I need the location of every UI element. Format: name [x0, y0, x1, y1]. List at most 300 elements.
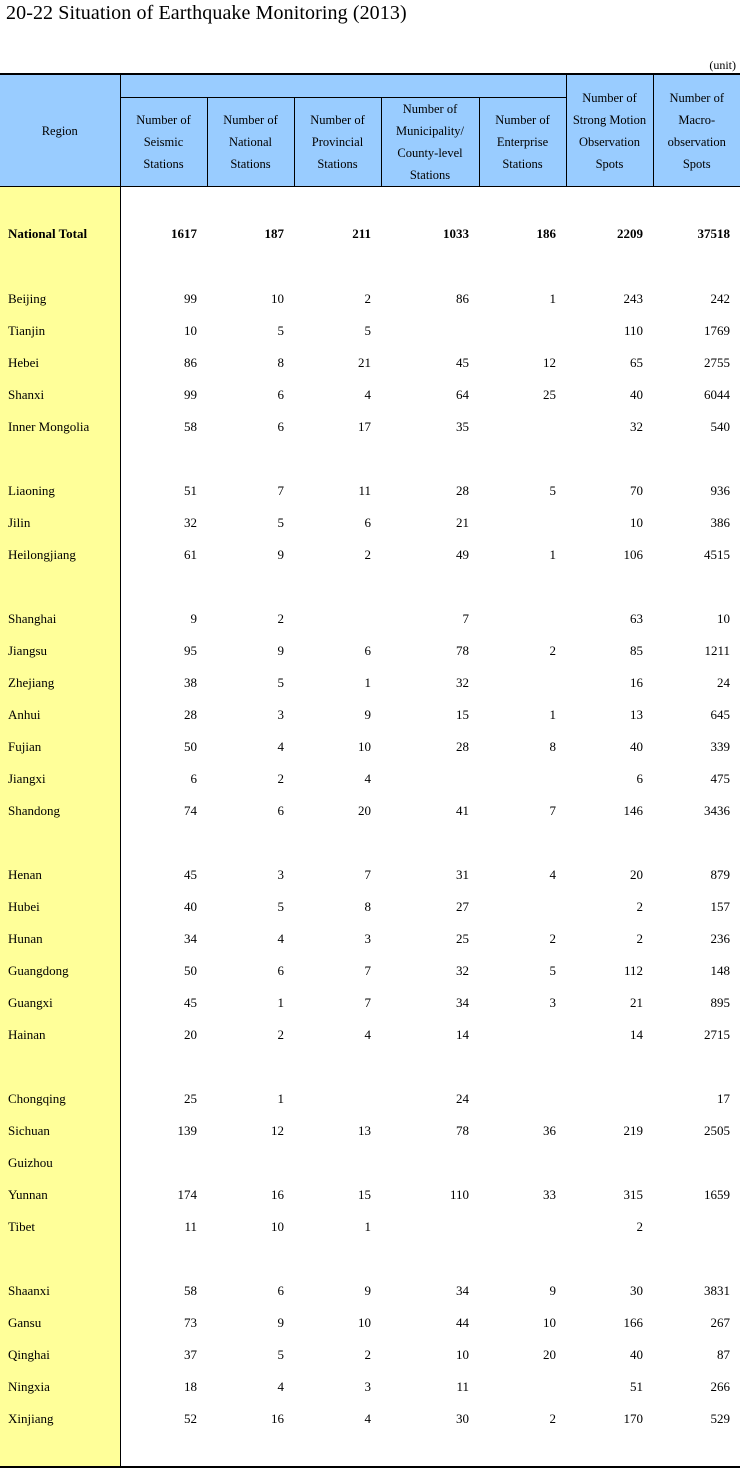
value-cell — [479, 1211, 566, 1243]
region-name: Heilongjiang — [0, 539, 120, 571]
value-cell: 1033 — [443, 226, 469, 241]
table-row — [0, 763, 740, 795]
value-cell — [479, 315, 566, 347]
value-cell: 3436 — [704, 803, 730, 818]
region-name: Ningxia — [0, 1371, 120, 1403]
table-body — [0, 187, 740, 1468]
value-cell — [479, 507, 566, 539]
value-cell: 52 — [184, 1411, 197, 1426]
value-cell: 2715 — [704, 1027, 730, 1042]
value-cell: 65 — [630, 355, 643, 370]
value-cell — [479, 1019, 566, 1051]
value-cell: 63 — [630, 611, 643, 626]
page-title: 20-22 Situation of Earthquake Monitoring (2013) — [6, 2, 407, 24]
value-cell: 44 — [456, 1315, 469, 1330]
value-cell: 24 — [717, 675, 730, 690]
value-cell: 3 — [364, 931, 371, 946]
value-cell: 34 — [184, 931, 197, 946]
value-cell: 7 — [364, 963, 371, 978]
region-name: Shaanxi — [0, 1275, 120, 1307]
value-cell — [381, 1147, 479, 1179]
value-cell: 2 — [277, 771, 284, 786]
value-cell: 28 — [456, 739, 469, 754]
value-cell: 45 — [184, 995, 197, 1010]
value-cell: 51 — [184, 483, 197, 498]
table-row — [0, 283, 740, 315]
value-cell — [294, 1083, 381, 1115]
value-cell: 13 — [630, 707, 643, 722]
spacer-row — [0, 251, 740, 283]
region-name: Guangxi — [0, 987, 120, 1019]
value-cell: 38 — [184, 675, 197, 690]
value-cell: 11 — [456, 1379, 469, 1394]
value-cell: 20 — [184, 1027, 197, 1042]
value-cell: 25 — [456, 931, 469, 946]
value-cell: 58 — [184, 1283, 197, 1298]
header-strong-motion: Number of Strong Motion Observation Spots — [566, 74, 653, 187]
value-cell: 74 — [184, 803, 197, 818]
value-cell: 10 — [184, 323, 197, 338]
value-cell: 14 — [456, 1027, 469, 1042]
value-cell — [479, 667, 566, 699]
region-name: Henan — [0, 859, 120, 891]
table-row — [0, 1179, 740, 1211]
value-cell: 9 — [277, 643, 284, 658]
header-station-group — [120, 74, 566, 98]
value-cell: 20 — [630, 867, 643, 882]
value-cell: 3831 — [704, 1283, 730, 1298]
value-cell — [479, 603, 566, 635]
value-cell: 9 — [364, 1283, 371, 1298]
spacer-row — [0, 571, 740, 603]
value-cell: 6 — [277, 387, 284, 402]
value-cell: 6 — [364, 515, 371, 530]
region-name: Jiangxi — [0, 763, 120, 795]
value-cell: 2 — [636, 931, 643, 946]
value-cell: 2 — [636, 1219, 643, 1234]
value-cell: 106 — [623, 547, 643, 562]
value-cell: 5 — [277, 515, 284, 530]
value-cell: 16 — [271, 1411, 284, 1426]
table-row — [0, 1019, 740, 1051]
value-cell: 32 — [456, 675, 469, 690]
value-cell: 16 — [630, 675, 643, 690]
region-name: Hunan — [0, 923, 120, 955]
value-cell: 30 — [456, 1411, 469, 1426]
region-name: Beijing — [0, 283, 120, 315]
value-cell: 7 — [277, 483, 284, 498]
value-cell: 32 — [456, 963, 469, 978]
table-row — [0, 539, 740, 571]
value-cell: 2755 — [704, 355, 730, 370]
value-cell: 242 — [710, 291, 730, 306]
table-row — [0, 347, 740, 379]
value-cell: 17 — [358, 419, 371, 434]
value-cell: 45 — [456, 355, 469, 370]
value-cell: 50 — [184, 963, 197, 978]
value-cell — [653, 1211, 740, 1243]
value-cell — [381, 1211, 479, 1243]
value-cell: 99 — [184, 387, 197, 402]
value-cell: 15 — [456, 707, 469, 722]
table-row — [0, 731, 740, 763]
value-cell: 645 — [710, 707, 730, 722]
value-cell: 243 — [623, 291, 643, 306]
value-cell: 9 — [190, 611, 197, 626]
region-name: Hainan — [0, 1019, 120, 1051]
value-cell: 186 — [536, 226, 556, 241]
earthquake-monitoring-table — [0, 73, 740, 1468]
value-cell: 36 — [543, 1123, 556, 1138]
value-cell — [479, 411, 566, 443]
value-cell: 6 — [277, 419, 284, 434]
spacer-row — [0, 1435, 740, 1467]
value-cell: 6 — [277, 803, 284, 818]
value-cell: 28 — [184, 707, 197, 722]
value-cell: 895 — [710, 995, 730, 1010]
value-cell: 37518 — [697, 226, 730, 241]
value-cell: 2 — [549, 1411, 556, 1426]
value-cell: 174 — [177, 1187, 197, 1202]
value-cell: 4515 — [704, 547, 730, 562]
value-cell: 10 — [271, 291, 284, 306]
table-row — [0, 1147, 740, 1179]
value-cell: 8 — [549, 739, 556, 754]
table-row — [0, 475, 740, 507]
value-cell: 12 — [271, 1123, 284, 1138]
value-cell: 9 — [549, 1283, 556, 1298]
value-cell — [479, 1083, 566, 1115]
table-row — [0, 1115, 740, 1147]
value-cell: 32 — [184, 515, 197, 530]
value-cell: 2 — [549, 643, 556, 658]
value-cell — [294, 1147, 381, 1179]
value-cell — [479, 763, 566, 795]
value-cell: 37 — [184, 1347, 197, 1362]
region-name: Liaoning — [0, 475, 120, 507]
value-cell: 95 — [184, 643, 197, 658]
table-row — [0, 955, 740, 987]
value-cell: 315 — [623, 1187, 643, 1202]
value-cell: 78 — [456, 643, 469, 658]
value-cell: 1 — [277, 995, 284, 1010]
value-cell: 9 — [277, 547, 284, 562]
value-cell: 1 — [364, 1219, 371, 1234]
value-cell: 112 — [623, 963, 643, 978]
value-cell: 4 — [277, 931, 284, 946]
table-row — [0, 923, 740, 955]
value-cell — [120, 1147, 207, 1179]
value-cell: 35 — [456, 419, 469, 434]
value-cell: 148 — [710, 963, 730, 978]
region-name: Chongqing — [0, 1083, 120, 1115]
value-cell — [294, 603, 381, 635]
value-cell: 4 — [364, 1027, 371, 1042]
value-cell: 7 — [549, 803, 556, 818]
value-cell: 2 — [364, 1347, 371, 1362]
value-cell: 87 — [717, 1347, 730, 1362]
value-cell: 2 — [549, 931, 556, 946]
unit-label: (unit) — [709, 58, 736, 72]
spacer-row — [0, 187, 740, 218]
value-cell: 211 — [352, 226, 371, 241]
value-cell: 21 — [358, 355, 371, 370]
table-row — [0, 507, 740, 539]
value-cell: 110 — [623, 323, 643, 338]
table-row — [0, 987, 740, 1019]
header-provincial: Number of Provincial Stations — [294, 98, 381, 187]
region-name: Shanxi — [0, 379, 120, 411]
value-cell: 166 — [623, 1315, 643, 1330]
value-cell: 4 — [364, 387, 371, 402]
value-cell: 61 — [184, 547, 197, 562]
value-cell: 14 — [630, 1027, 643, 1042]
value-cell: 170 — [623, 1411, 643, 1426]
header-enterprise: Number of Enterprise Stations — [479, 98, 566, 187]
value-cell: 24 — [456, 1091, 469, 1106]
header-national: Number of National Stations — [207, 98, 294, 187]
value-cell: 1 — [364, 675, 371, 690]
value-cell: 2 — [277, 1027, 284, 1042]
value-cell: 110 — [449, 1187, 469, 1202]
spacer-row — [0, 1243, 740, 1275]
value-cell: 32 — [630, 419, 643, 434]
value-cell: 11 — [358, 483, 371, 498]
value-cell: 70 — [630, 483, 643, 498]
table-row — [0, 1307, 740, 1339]
table-row — [0, 699, 740, 731]
value-cell: 2 — [364, 291, 371, 306]
table-row — [0, 1211, 740, 1243]
value-cell: 2 — [364, 547, 371, 562]
value-cell: 4 — [364, 771, 371, 786]
value-cell: 51 — [630, 1379, 643, 1394]
table-row — [0, 411, 740, 443]
value-cell: 1 — [549, 707, 556, 722]
value-cell: 10 — [271, 1219, 284, 1234]
table-row — [0, 859, 740, 891]
region-name: Gansu — [0, 1307, 120, 1339]
value-cell: 4 — [364, 1411, 371, 1426]
table-row — [0, 379, 740, 411]
national-total-row — [0, 217, 740, 251]
value-cell: 33 — [543, 1187, 556, 1202]
value-cell: 10 — [358, 739, 371, 754]
value-cell: 99 — [184, 291, 197, 306]
region-name: Anhui — [0, 699, 120, 731]
value-cell: 8 — [277, 355, 284, 370]
value-cell: 2 — [277, 611, 284, 626]
value-cell — [207, 1147, 294, 1179]
value-cell: 236 — [710, 931, 730, 946]
value-cell: 5 — [549, 963, 556, 978]
value-cell: 1769 — [704, 323, 730, 338]
value-cell: 1 — [549, 547, 556, 562]
value-cell: 7 — [364, 867, 371, 882]
value-cell: 41 — [456, 803, 469, 818]
region-name: Tibet — [0, 1211, 120, 1243]
header-municipal: Number of Municipality/ County-level Stations — [381, 98, 479, 187]
value-cell: 17 — [717, 1091, 730, 1106]
value-cell: 25 — [543, 387, 556, 402]
spacer-row — [0, 827, 740, 859]
value-cell: 10 — [456, 1347, 469, 1362]
value-cell: 40 — [630, 387, 643, 402]
value-cell: 6 — [277, 963, 284, 978]
table-row — [0, 315, 740, 347]
value-cell: 86 — [456, 291, 469, 306]
value-cell — [479, 1147, 566, 1179]
value-cell: 10 — [543, 1315, 556, 1330]
value-cell: 529 — [710, 1411, 730, 1426]
value-cell: 73 — [184, 1315, 197, 1330]
value-cell: 3 — [549, 995, 556, 1010]
value-cell: 8 — [364, 899, 371, 914]
value-cell: 5 — [277, 1347, 284, 1362]
value-cell: 50 — [184, 739, 197, 754]
value-cell: 475 — [710, 771, 730, 786]
value-cell: 27 — [456, 899, 469, 914]
table-row — [0, 1339, 740, 1371]
value-cell: 20 — [543, 1347, 556, 1362]
value-cell: 2209 — [617, 226, 643, 241]
table-row — [0, 635, 740, 667]
table-row — [0, 795, 740, 827]
value-cell: 7 — [364, 995, 371, 1010]
header-macro: Number of Macro-observation Spots — [653, 74, 740, 187]
value-cell: 85 — [630, 643, 643, 658]
region-name: Zhejiang — [0, 667, 120, 699]
table-row — [0, 1083, 740, 1115]
region-name: Qinghai — [0, 1339, 120, 1371]
value-cell — [381, 763, 479, 795]
value-cell: 6044 — [704, 387, 730, 402]
value-cell: 266 — [710, 1379, 730, 1394]
value-cell — [479, 891, 566, 923]
region-name: Jilin — [0, 507, 120, 539]
header-region: Region — [0, 74, 120, 187]
value-cell: 58 — [184, 419, 197, 434]
value-cell: 49 — [456, 547, 469, 562]
value-cell: 2505 — [704, 1123, 730, 1138]
value-cell: 540 — [710, 419, 730, 434]
value-cell: 5 — [277, 323, 284, 338]
spacer-row — [0, 443, 740, 475]
value-cell: 2 — [636, 899, 643, 914]
value-cell: 86 — [184, 355, 197, 370]
table-row — [0, 1275, 740, 1307]
region-name: Jiangsu — [0, 635, 120, 667]
region-name: Tianjin — [0, 315, 120, 347]
value-cell: 11 — [184, 1219, 197, 1234]
value-cell: 1617 — [171, 226, 197, 241]
value-cell: 5 — [549, 483, 556, 498]
value-cell: 1659 — [704, 1187, 730, 1202]
value-cell: 6 — [364, 643, 371, 658]
value-cell: 936 — [710, 483, 730, 498]
value-cell: 146 — [623, 803, 643, 818]
region-name: National Total — [0, 217, 120, 251]
value-cell: 219 — [623, 1123, 643, 1138]
region-name: Shandong — [0, 795, 120, 827]
value-cell — [653, 1147, 740, 1179]
value-cell: 3 — [364, 1379, 371, 1394]
value-cell — [479, 1371, 566, 1403]
value-cell: 78 — [456, 1123, 469, 1138]
table-row — [0, 603, 740, 635]
table-row — [0, 1403, 740, 1435]
region-name: Shanghai — [0, 603, 120, 635]
value-cell: 6 — [636, 771, 643, 786]
spacer-row — [0, 1051, 740, 1083]
value-cell: 45 — [184, 867, 197, 882]
value-cell: 1211 — [704, 643, 730, 658]
value-cell: 15 — [358, 1187, 371, 1202]
table-row — [0, 1371, 740, 1403]
value-cell: 386 — [710, 515, 730, 530]
value-cell: 25 — [184, 1091, 197, 1106]
value-cell: 4 — [277, 739, 284, 754]
table-row — [0, 891, 740, 923]
value-cell: 7 — [462, 611, 469, 626]
value-cell: 5 — [277, 675, 284, 690]
region-name: Hebei — [0, 347, 120, 379]
value-cell: 64 — [456, 387, 469, 402]
value-cell: 1 — [549, 291, 556, 306]
value-cell: 13 — [358, 1123, 371, 1138]
value-cell: 3 — [277, 707, 284, 722]
value-cell: 31 — [456, 867, 469, 882]
value-cell: 4 — [277, 1379, 284, 1394]
value-cell: 9 — [364, 707, 371, 722]
region-name: Sichuan — [0, 1115, 120, 1147]
value-cell: 1 — [277, 1091, 284, 1106]
value-cell: 187 — [264, 226, 284, 241]
value-cell: 5 — [364, 323, 371, 338]
value-cell: 16 — [271, 1187, 284, 1202]
value-cell: 139 — [177, 1123, 197, 1138]
value-cell — [566, 1147, 653, 1179]
value-cell: 40 — [630, 1347, 643, 1362]
value-cell: 34 — [456, 1283, 469, 1298]
value-cell: 267 — [710, 1315, 730, 1330]
value-cell: 6 — [190, 771, 197, 786]
value-cell: 40 — [184, 899, 197, 914]
value-cell: 9 — [277, 1315, 284, 1330]
value-cell: 28 — [456, 483, 469, 498]
value-cell: 4 — [549, 867, 556, 882]
value-cell: 40 — [630, 739, 643, 754]
value-cell: 20 — [358, 803, 371, 818]
region-name: Hubei — [0, 891, 120, 923]
value-cell: 10 — [358, 1315, 371, 1330]
value-cell: 30 — [630, 1283, 643, 1298]
value-cell: 34 — [456, 995, 469, 1010]
region-name: Xinjiang — [0, 1403, 120, 1435]
value-cell: 12 — [543, 355, 556, 370]
region-name: Guangdong — [0, 955, 120, 987]
value-cell: 10 — [717, 611, 730, 626]
value-cell: 339 — [710, 739, 730, 754]
region-name: Fujian — [0, 731, 120, 763]
header-seismic: Number of Seismic Stations — [120, 98, 207, 187]
value-cell: 21 — [456, 515, 469, 530]
value-cell: 18 — [184, 1379, 197, 1394]
value-cell — [381, 315, 479, 347]
value-cell: 879 — [710, 867, 730, 882]
value-cell: 3 — [277, 867, 284, 882]
value-cell: 21 — [630, 995, 643, 1010]
